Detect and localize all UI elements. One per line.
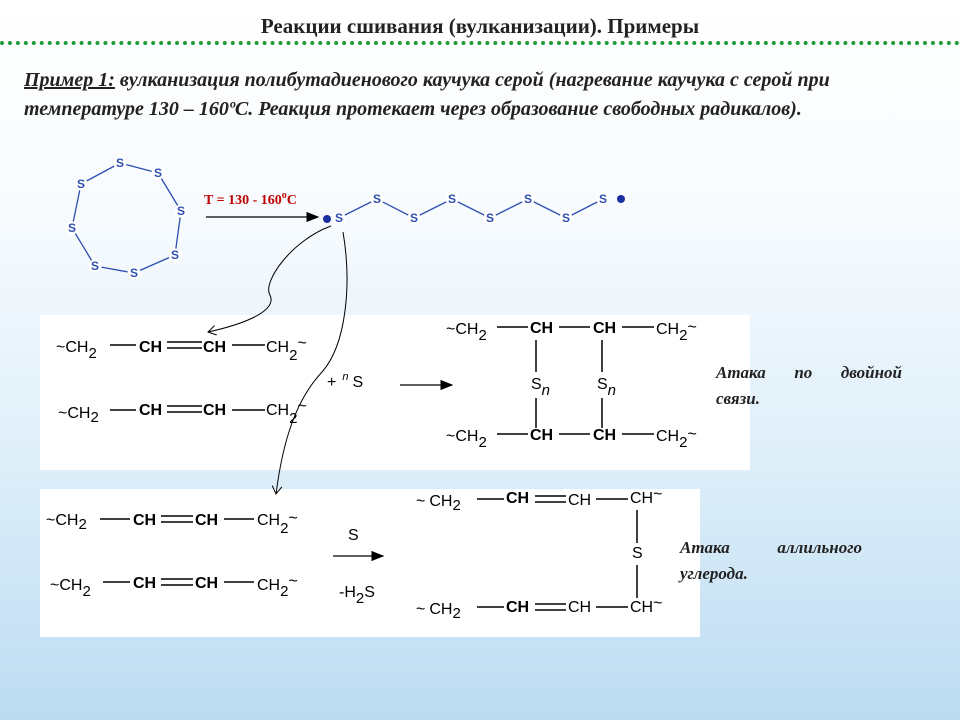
ring-s-6: S xyxy=(90,259,100,273)
panel1-product-chain2 xyxy=(446,426,697,451)
svg-text:CH: CH xyxy=(133,575,157,592)
svg-text:CH: CH xyxy=(506,599,530,616)
radical-dot-left xyxy=(323,215,331,223)
svg-text:CH2~: CH2~ xyxy=(257,573,298,600)
svg-text:CH2~: CH2~ xyxy=(656,319,697,344)
panel1-reactant-chain2 xyxy=(58,398,307,427)
svg-text:CH: CH xyxy=(593,427,617,444)
h2s-elimination: -H2S xyxy=(339,584,375,607)
svg-text:~CH2: ~CH2 xyxy=(446,428,487,451)
svg-text:CH: CH xyxy=(195,575,219,592)
radical-dot-right xyxy=(617,195,625,203)
svg-text:CH: CH xyxy=(139,339,163,356)
panel2-product-chain1 xyxy=(416,486,662,514)
ring-s-4: S xyxy=(170,248,180,262)
chain-s-6: S xyxy=(523,192,533,206)
svg-text:~CH2: ~CH2 xyxy=(50,577,91,600)
svg-text:~CH2: ~CH2 xyxy=(58,405,99,426)
chain-s-1: S xyxy=(334,211,344,225)
allyl-s-bridge: S xyxy=(632,545,643,562)
svg-text:CH: CH xyxy=(530,320,554,337)
svg-text:CH: CH xyxy=(568,599,592,616)
svg-text:~CH2: ~ CH2 xyxy=(416,601,461,622)
svg-text:~CH2: ~CH2 xyxy=(446,321,487,344)
ring-s-8: S xyxy=(76,177,86,191)
curved-arrow-to-allyl xyxy=(276,232,347,494)
example-text: вулканизация полибутадиенового каучука серой (нагревание каучука с серой при температуре 130 – 160ºС. Реакция протекает через образование свободных радикалов). xyxy=(24,69,830,120)
chain-s-8: S xyxy=(598,192,608,206)
svg-text:CH~: CH~ xyxy=(630,595,663,616)
svg-text:CH2~: CH2~ xyxy=(266,398,307,427)
slide-title: Реакции сшивания (вулканизации). Примеры xyxy=(260,14,700,38)
plus-n-sulfur: + $^n$ S xyxy=(327,371,364,391)
reagent-s-label: S xyxy=(348,527,359,544)
chain-s-2: S xyxy=(372,192,382,206)
ring-s-2: S xyxy=(153,166,163,180)
panel1-product-chain1 xyxy=(446,319,697,344)
note-allyl-line2: углерода. xyxy=(680,564,748,583)
chain-s-7: S xyxy=(561,211,571,225)
svg-text:CH: CH xyxy=(506,490,530,507)
svg-text:CH: CH xyxy=(139,402,163,419)
note-allyl-line1: Атака аллильного xyxy=(680,538,862,557)
panel1-reactant-chain1 xyxy=(56,335,307,364)
svg-text:CH2~: CH2~ xyxy=(257,510,298,537)
note-double-bond-line2: связи. xyxy=(716,389,761,408)
svg-text:CH: CH xyxy=(530,427,554,444)
sn-bridge-right: Sn xyxy=(597,376,617,399)
svg-text:CH: CH xyxy=(593,320,617,337)
sn-bridge-left: Sn xyxy=(531,376,551,399)
svg-text:~CH2: ~CH2 xyxy=(46,512,87,533)
svg-text:~CH2: ~ CH2 xyxy=(416,493,461,514)
svg-text:CH: CH xyxy=(203,339,227,356)
svg-text:CH: CH xyxy=(195,512,219,529)
example-label: Пример 1: xyxy=(24,69,115,91)
ring-s-7: S xyxy=(67,221,77,235)
panel2-product-chain2 xyxy=(416,595,662,622)
svg-text:~CH2: ~CH2 xyxy=(56,339,97,362)
chain-s-5: S xyxy=(485,211,495,225)
svg-text:CH: CH xyxy=(568,492,592,509)
chain-s-4: S xyxy=(447,192,457,206)
ring-s-5: S xyxy=(129,266,139,280)
svg-text:CH: CH xyxy=(133,512,157,529)
chain-s-3: S xyxy=(409,211,419,225)
s8-ring xyxy=(72,163,181,273)
svg-text:CH2~: CH2~ xyxy=(656,426,697,451)
panel2-reactant-chain2 xyxy=(50,573,298,600)
svg-text:CH: CH xyxy=(203,402,227,419)
ring-s-1: S xyxy=(115,156,125,170)
temperature-condition: T = 130 - 160$^o$C xyxy=(204,190,297,208)
panel2-reactant-chain1 xyxy=(46,510,298,537)
svg-text:CH2~: CH2~ xyxy=(266,335,307,364)
curved-arrow-to-double-bond xyxy=(208,226,331,332)
svg-text:CH~: CH~ xyxy=(630,486,663,507)
ring-s-3: S xyxy=(176,204,186,218)
note-double-bond-line1: Атака по двойной xyxy=(716,363,902,382)
